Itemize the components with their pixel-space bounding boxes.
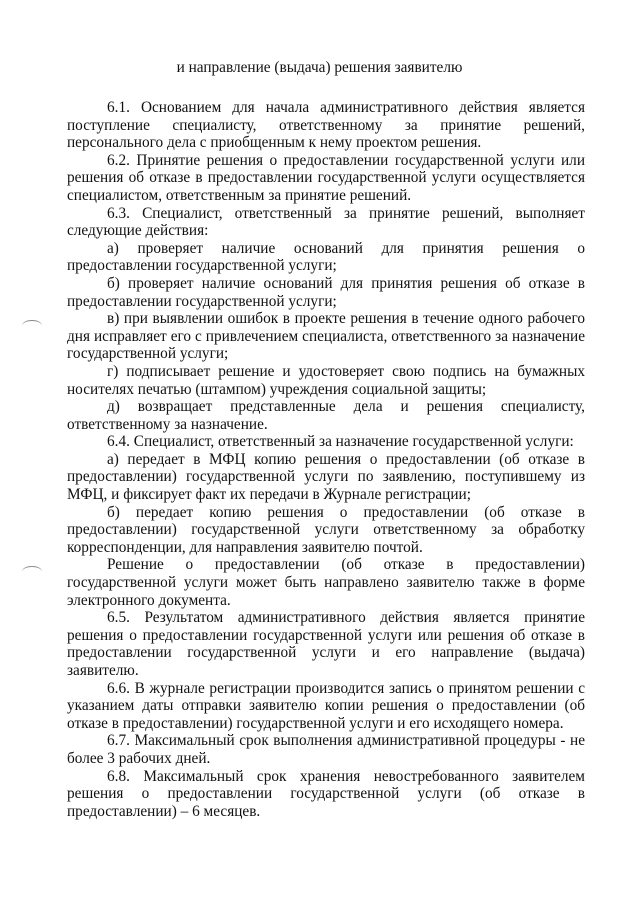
paragraph-6-3-v: в) при выявлении ошибок в проекте решения в течение одного рабочего дня исправляет его с привлечением специалиста, ответственного за назначение государственной услуги; [67, 310, 585, 363]
punch-hole-mark-top [22, 320, 42, 331]
punch-hole-mark-bottom [22, 566, 42, 577]
paragraph-6-3: 6.3. Специалист, ответственный за принятие решений, выполняет следующие действия: [67, 204, 585, 240]
paragraph-electronic-document: Решение о предоставлении (об отказе в предоставлении) государственной услуги может быть направлено заявителю также в форме электронного документа. [67, 556, 585, 609]
paragraph-6-3-d: д) возвращает представленные дела и решения специалисту, ответственному за назначение. [67, 398, 585, 433]
paragraph-6-6: 6.6. В журнале регистрации производится запись о принятом решении с указанием даты отправки заявителю копии решения о предоставлении (об отказе в предоставлении) государственной услуги и его исходящего номера. [67, 679, 585, 732]
document-body [67, 99, 585, 820]
paragraph-6-2: 6.2. Принятие решения о предоставлении государственной услуги или решения об отказе в предоставлении государственной услуги осуществляется специалистом, ответственным за принятие решений. [67, 151, 585, 204]
paragraph-6-4-b: б) передает копию решения о предоставлении (об отказе в предоставлении) государственной услуги ответственному за обработку корреспонденции, для направления заявителю почтой. [67, 503, 585, 556]
paragraph-6-8: 6.8. Максимальный срок хранения невостребованного заявителем решения о предоставлении государственной услуги (об отказе в предоставлении) – 6 месяцев. [67, 767, 585, 820]
paragraph-6-4: 6.4. Специалист, ответственный за назначение государственной услуги: [107, 433, 574, 451]
paragraph-6-3-g: г) подписывает решение и удостоверяет свою подпись на бумажных носителях печатью (штампом) учреждения социальной защиты; [67, 362, 585, 398]
paragraph-6-7: 6.7. Максимальный срок выполнения административной процедуры - не более 3 рабочих дней. [67, 732, 585, 767]
paragraph-6-3-b: б) проверяет наличие оснований для принятия решения об отказе в предоставлении государственной услуги; [67, 274, 585, 310]
paragraph-6-5: 6.5. Результатом административного действия является принятие решения о предоставлении государственной услуги или решения об отказе в предоставлении государственной услуги и его направление (выдача) заявителю. [67, 609, 585, 679]
paragraph-6-4-a: а) передает в МФЦ копию решения о предоставлении (об отказе в предоставлении) государственной услуги по заявлению, поступившему из МФЦ, и фиксирует факт их передачи в Журнале регистрации; [67, 450, 585, 504]
paragraph-6-1: 6.1. Основанием для начала административного действия является поступление специалисту, ответственному за принятие решений, персонального дела с приобщенным к нему проектом решения. [67, 99, 585, 152]
paragraph-6-3-a: а) проверяет наличие оснований для принятия решения о предоставлении государственной услуги; [67, 239, 585, 275]
section-heading: и направление (выдача) решения заявителю [176, 59, 463, 76]
